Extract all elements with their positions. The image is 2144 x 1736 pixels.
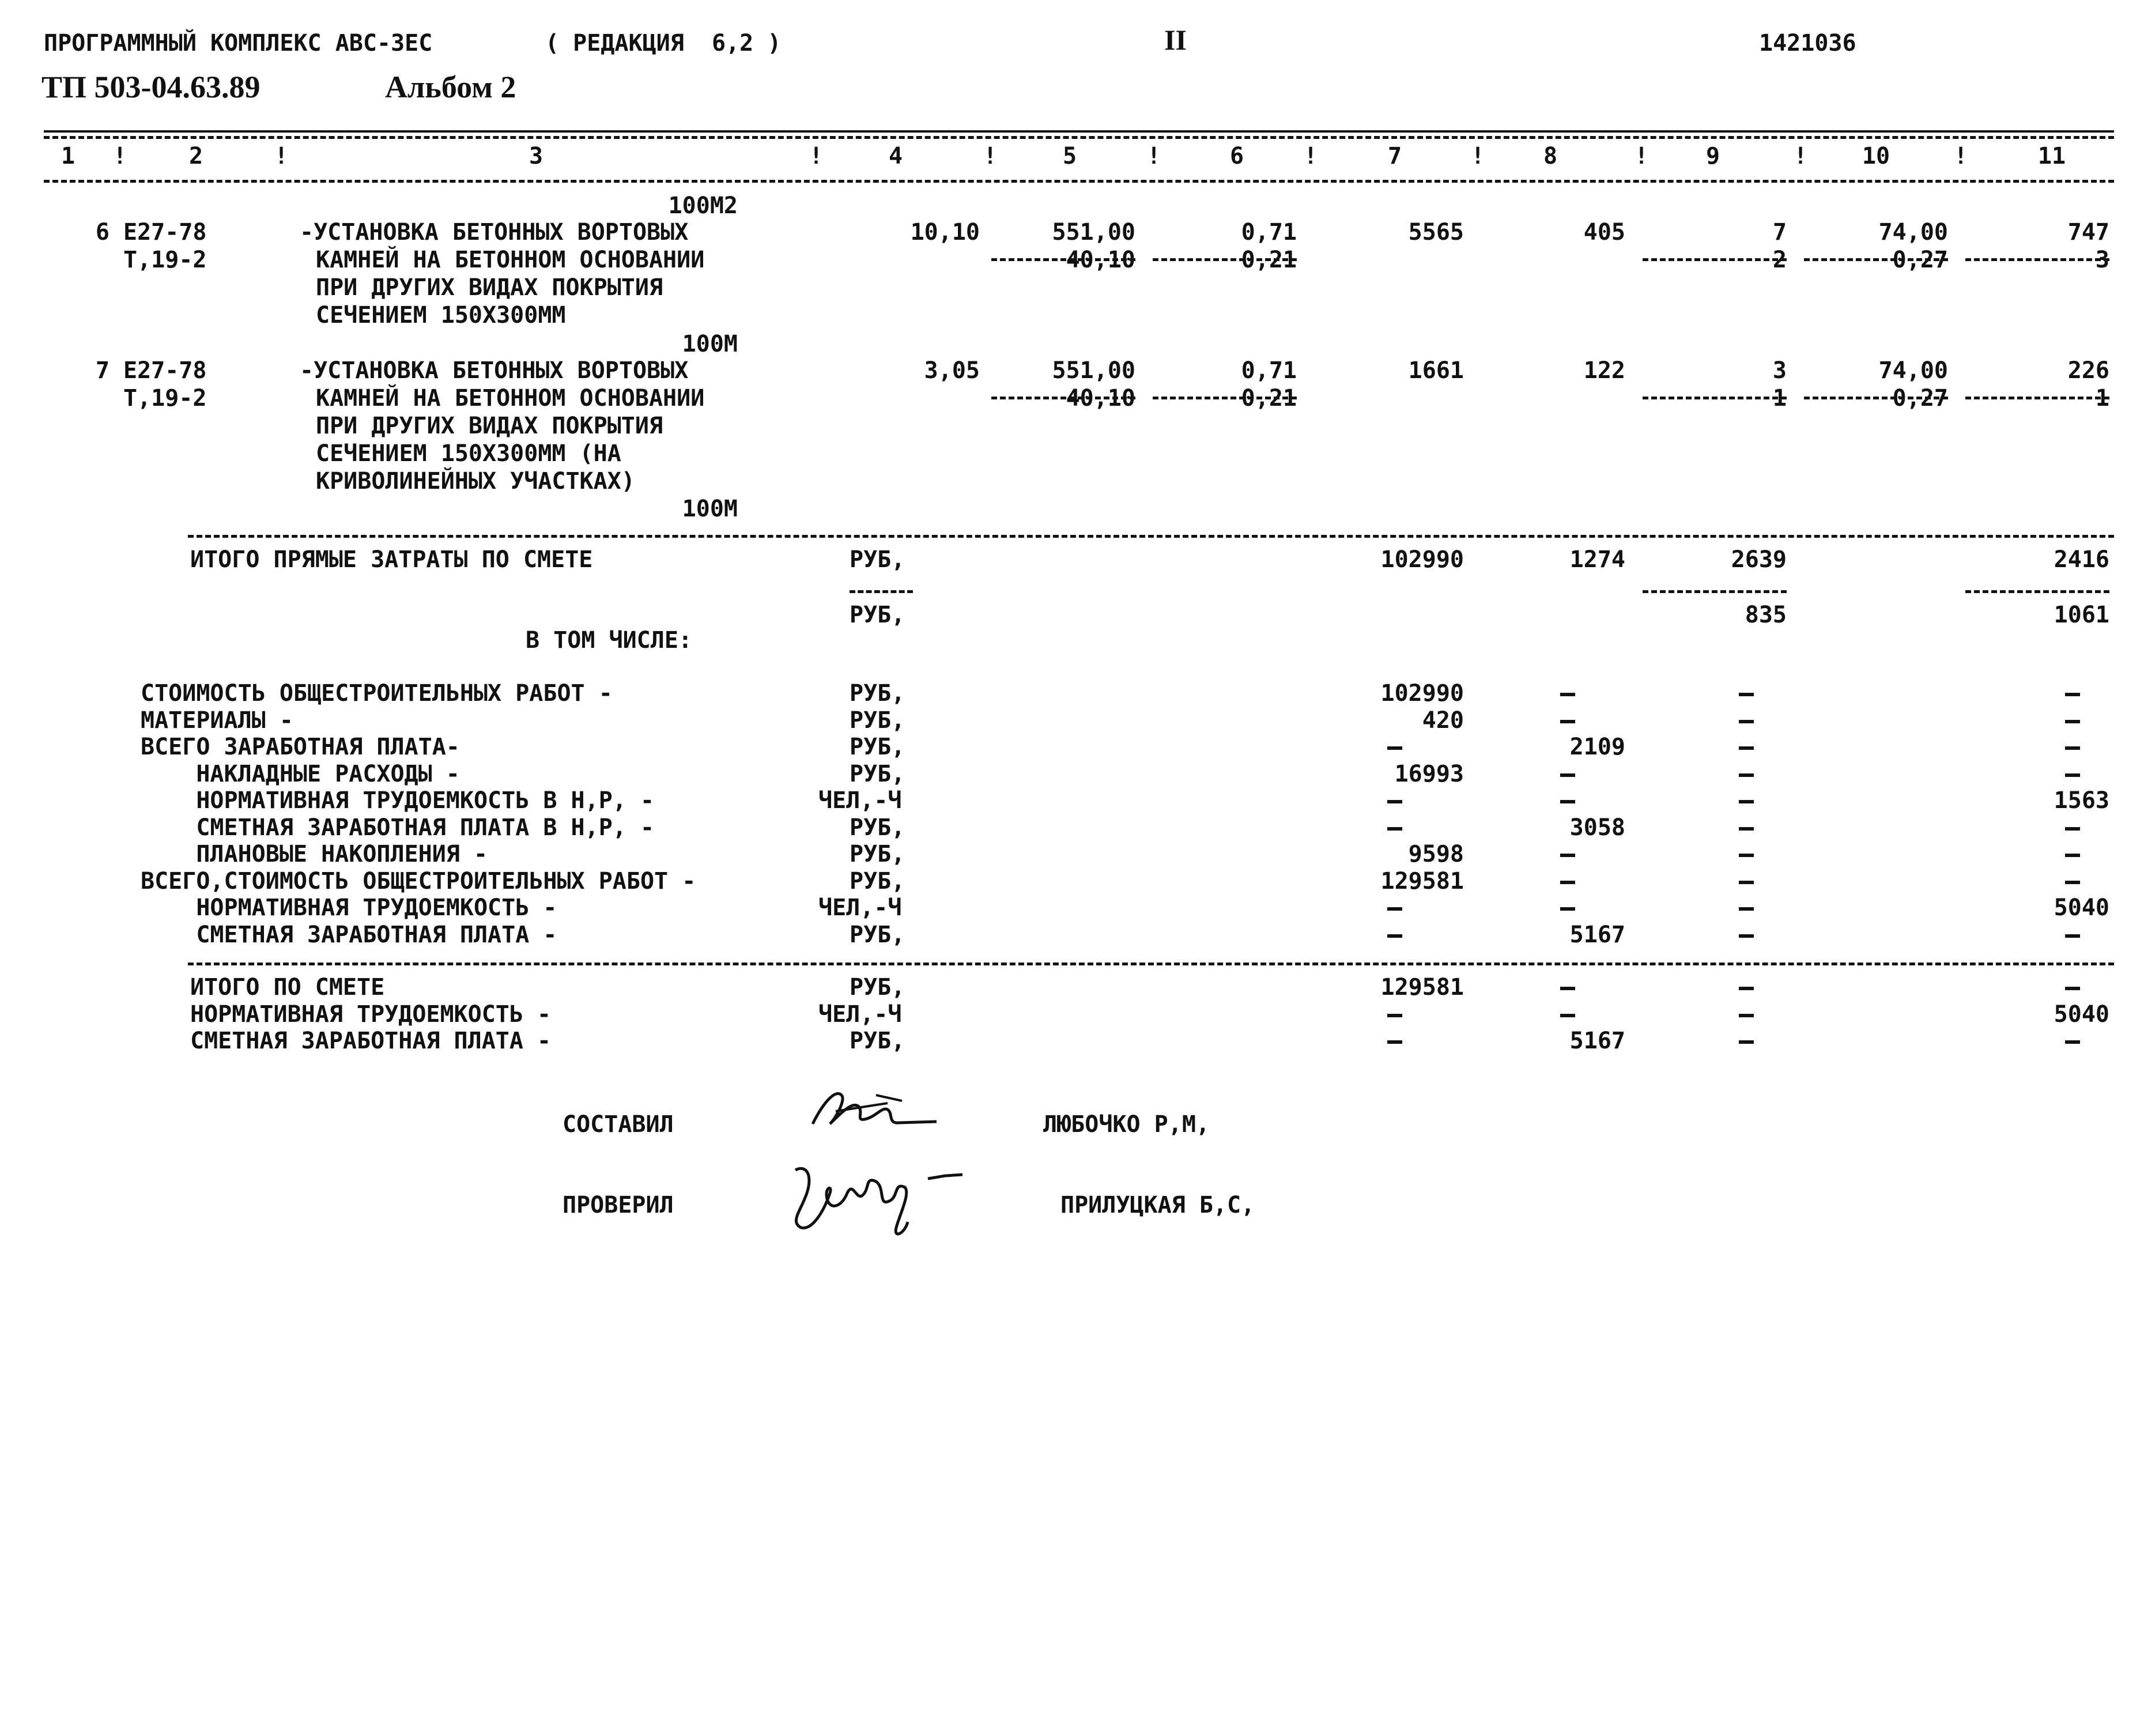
column-separator: ! xyxy=(1794,143,1808,169)
empty-value-dash xyxy=(1739,720,1754,723)
item-description-line: -УСТАНОВКА БЕТОННЫХ ВОРТОВЫХ xyxy=(300,219,689,246)
col10-value: 74,00 xyxy=(1878,219,1948,246)
col10-value: 74,00 xyxy=(1878,357,1948,384)
empty-value-dash xyxy=(1739,693,1754,696)
column-header-5: 5 xyxy=(1062,143,1077,169)
program-title: ПРОГРАММНЫЙ КОМПЛЕКС АВС-3ЕС xyxy=(44,30,433,56)
column-header-6: 6 xyxy=(1229,143,1244,169)
summary-c11-value: 5040 xyxy=(2054,895,2109,921)
compiler-name: ЛЮБОЧКО Р,М, xyxy=(1043,1111,1210,1138)
empty-value-dash xyxy=(1739,746,1754,750)
col6-sub: 0,21 xyxy=(1241,385,1297,412)
summary-unit: РУБ, xyxy=(850,867,905,895)
col10-sub: 0,27 xyxy=(1892,385,1948,412)
col11-value: 747 xyxy=(2067,219,2109,246)
checker-signature xyxy=(772,1153,968,1245)
summary-label: ИТОГО ПО СМЕТЕ xyxy=(190,974,385,1001)
summary-label: НОРМАТИВНАЯ ТРУДОЕМКОСТЬ В Н,Р, - xyxy=(141,787,655,814)
compiled-by-label: СОСТАВИЛ xyxy=(563,1111,674,1138)
document-number: 1421036 xyxy=(1759,30,1856,56)
empty-value-dash xyxy=(1739,827,1754,831)
col6-value: 0,71 xyxy=(1241,219,1297,246)
empty-value-dash xyxy=(2065,693,2080,696)
album-label: Альбом 2 xyxy=(385,70,516,104)
col7-value: 1661 xyxy=(1408,357,1464,384)
summary-unit: РУБ, xyxy=(850,841,905,867)
direct-costs-col9b: 835 xyxy=(1745,602,1787,628)
summary-label: СТОИМОСТЬ ОБЩЕСТРОИТЕЛЬНЫХ РАБОТ - xyxy=(141,680,613,707)
column-header-3: 3 xyxy=(529,143,543,169)
summary-unit: ЧЕЛ,-Ч xyxy=(818,895,902,921)
empty-value-dash xyxy=(1560,987,1575,990)
direct-costs-col9: 2639 xyxy=(1731,546,1787,573)
col11-sub: 1 xyxy=(2095,385,2109,412)
summary-label: ВСЕГО,СТОИМОСТЬ ОБЩЕСТРОИТЕЛЬНЫХ РАБОТ - xyxy=(141,867,696,895)
empty-value-dash xyxy=(1387,827,1402,831)
summary-label: СМЕТНАЯ ЗАРАБОТНАЯ ПЛАТА - xyxy=(141,921,557,948)
column-separator: ! xyxy=(1304,143,1318,169)
summary-label: ВСЕГО ЗАРАБОТНАЯ ПЛАТА- xyxy=(141,734,460,760)
summary-unit: ЧЕЛ,-Ч xyxy=(818,787,902,814)
summary-unit: РУБ, xyxy=(850,760,905,787)
summary-unit: РУБ, xyxy=(850,707,905,734)
item-description-line: КАМНЕЙ НА БЕТОННОМ ОСНОВАНИИ xyxy=(316,385,705,412)
empty-value-dash xyxy=(1387,1040,1402,1044)
column-header-1: 1 xyxy=(61,143,76,169)
summary-label: НАКЛАДНЫЕ РАСХОДЫ - xyxy=(141,760,460,787)
quantity: 3,05 xyxy=(924,357,980,384)
empty-value-dash xyxy=(1739,1014,1754,1017)
summary-label: МАТЕРИАЛЫ - xyxy=(141,707,293,734)
summary-unit: РУБ, xyxy=(850,921,905,948)
direct-costs-col8: 1274 xyxy=(1569,546,1625,573)
edition-label: ( РЕДАКЦИЯ 6,2 ) xyxy=(545,30,782,56)
empty-value-dash xyxy=(1739,881,1754,884)
empty-value-dash xyxy=(1739,987,1754,990)
empty-value-dash xyxy=(1560,800,1575,803)
empty-value-dash xyxy=(2065,987,2080,990)
item-description-line: СЕЧЕНИЕМ 150Х300ММ (НА xyxy=(316,440,621,467)
summary-label: ПЛАНОВЫЕ НАКОПЛЕНИЯ - xyxy=(141,841,488,867)
empty-value-dash xyxy=(1387,1014,1402,1017)
column-separator: ! xyxy=(1471,143,1485,169)
item-number: 6 xyxy=(95,219,110,246)
summary-c7-value: 129581 xyxy=(1380,867,1464,895)
col9-fraction-rule xyxy=(1643,590,1787,593)
checked-by-label: ПРОВЕРИЛ xyxy=(563,1192,674,1218)
column-separator: ! xyxy=(113,143,127,169)
col8-value: 122 xyxy=(1583,357,1625,384)
summary-unit: РУБ, xyxy=(850,680,905,707)
column-header-9: 9 xyxy=(1705,143,1720,169)
section-rule xyxy=(188,535,2114,538)
checker-name: ПРИЛУЦКАЯ Б,С, xyxy=(1060,1192,1255,1218)
including-label: В ТОМ ЧИСЛЕ: xyxy=(526,627,692,654)
summary-c7-value: 16993 xyxy=(1394,760,1464,787)
unit-price: 551,00 xyxy=(1052,357,1135,384)
empty-value-dash xyxy=(1387,907,1402,911)
totals-rule xyxy=(188,963,2114,965)
page-number: II xyxy=(1164,24,1187,56)
direct-costs-col11: 2416 xyxy=(2054,546,2109,573)
item-code: Е27-78 xyxy=(123,219,207,246)
column-separator: ! xyxy=(1954,143,1968,169)
summary-unit: РУБ, xyxy=(850,734,905,760)
col9-sub: 1 xyxy=(1772,385,1787,412)
col10-sub: 0,27 xyxy=(1892,247,1948,273)
summary-unit: РУБ, xyxy=(850,974,905,1001)
summary-label: СМЕТНАЯ ЗАРАБОТНАЯ ПЛАТА В Н,Р, - xyxy=(141,814,655,841)
empty-value-dash xyxy=(2065,854,2080,857)
empty-value-dash xyxy=(2065,934,2080,938)
tp-number: ТП 503-04.63.89 xyxy=(41,70,261,104)
column-header-10: 10 xyxy=(1862,143,1890,169)
direct-costs-unit: РУБ, xyxy=(850,546,905,573)
compiler-signature xyxy=(801,1078,945,1141)
empty-value-dash xyxy=(1560,720,1575,723)
empty-value-dash xyxy=(2065,720,2080,723)
item-code: Т,19-2 xyxy=(123,247,207,273)
summary-c7-value: 420 xyxy=(1422,707,1464,734)
summary-label: НОРМАТИВНАЯ ТРУДОЕМКОСТЬ - xyxy=(190,1001,552,1028)
col9-sub: 2 xyxy=(1772,247,1787,273)
empty-value-dash xyxy=(1560,773,1575,777)
empty-value-dash xyxy=(1739,800,1754,803)
item-code: Е27-78 xyxy=(123,357,207,384)
empty-value-dash xyxy=(1387,746,1402,750)
item-code: Т,19-2 xyxy=(123,385,207,412)
summary-c7-value: 102990 xyxy=(1380,680,1464,707)
direct-costs-col11b: 1061 xyxy=(2054,602,2109,628)
empty-value-dash xyxy=(1387,800,1402,803)
empty-value-dash xyxy=(1560,1014,1575,1017)
empty-value-dash xyxy=(1739,854,1754,857)
item-description-line: КРИВОЛИНЕЙНЫХ УЧАСТКАХ) xyxy=(316,468,635,495)
empty-value-dash xyxy=(1739,934,1754,938)
header-rule-top xyxy=(44,130,2114,133)
empty-value-dash xyxy=(1560,854,1575,857)
item-description-line: ПРИ ДРУГИХ ВИДАХ ПОКРЫТИЯ xyxy=(316,413,663,439)
column-header-8: 8 xyxy=(1543,143,1558,169)
empty-value-dash xyxy=(1739,907,1754,911)
column-separator: ! xyxy=(809,143,824,169)
empty-value-dash xyxy=(2065,773,2080,777)
col6-value: 0,71 xyxy=(1241,357,1297,384)
summary-unit: ЧЕЛ,-Ч xyxy=(818,1001,902,1028)
unit-fraction-rule xyxy=(850,590,913,593)
quantity: 10,10 xyxy=(910,219,980,246)
unit-label: 100М xyxy=(682,496,738,522)
summary-unit: РУБ, xyxy=(850,1028,905,1054)
column-header-2: 2 xyxy=(188,143,203,169)
direct-costs-col7: 102990 xyxy=(1380,546,1464,573)
summary-label: СМЕТНАЯ ЗАРАБОТНАЯ ПЛАТА - xyxy=(190,1028,552,1054)
header-rule-bottom xyxy=(44,180,2114,183)
col7-value: 5565 xyxy=(1408,219,1464,246)
column-header-4: 4 xyxy=(888,143,903,169)
empty-value-dash xyxy=(2065,746,2080,750)
column-separator: ! xyxy=(1635,143,1649,169)
empty-value-dash xyxy=(2065,827,2080,831)
unit-label: 100М xyxy=(682,331,738,357)
col8-value: 405 xyxy=(1583,219,1625,246)
col11-sub: 3 xyxy=(2095,247,2109,273)
empty-value-dash xyxy=(1739,773,1754,777)
summary-c11-value: 5040 xyxy=(2054,1001,2109,1028)
empty-value-dash xyxy=(1739,1040,1754,1044)
unit-label: 100М2 xyxy=(668,193,738,219)
item-description-line: СЕЧЕНИЕМ 150Х300ММ xyxy=(316,302,566,329)
header-rule-top-dashed xyxy=(44,136,2114,139)
summary-label: НОРМАТИВНАЯ ТРУДОЕМКОСТЬ - xyxy=(141,895,557,921)
summary-unit: РУБ, xyxy=(850,814,905,841)
column-separator: ! xyxy=(1147,143,1161,169)
empty-value-dash xyxy=(1387,934,1402,938)
summary-c8-value: 3058 xyxy=(1569,814,1625,841)
item-description-line: КАМНЕЙ НА БЕТОННОМ ОСНОВАНИИ xyxy=(316,247,705,273)
summary-c8-value: 5167 xyxy=(1569,1028,1625,1054)
summary-c8-value: 2109 xyxy=(1569,734,1625,760)
unit-price-sub: 40,10 xyxy=(1066,247,1135,273)
col9-value: 3 xyxy=(1772,357,1787,384)
empty-value-dash xyxy=(2065,881,2080,884)
unit-price: 551,00 xyxy=(1052,219,1135,246)
item-description-line: -УСТАНОВКА БЕТОННЫХ ВОРТОВЫХ xyxy=(300,357,689,384)
summary-c11-value: 1563 xyxy=(2054,787,2109,814)
col9-value: 7 xyxy=(1772,219,1787,246)
item-number: 7 xyxy=(95,357,110,384)
column-separator: ! xyxy=(274,143,289,169)
column-separator: ! xyxy=(983,143,998,169)
empty-value-dash xyxy=(1560,907,1575,911)
col6-sub: 0,21 xyxy=(1241,247,1297,273)
unit-price-sub: 40,10 xyxy=(1066,385,1135,412)
column-header-7: 7 xyxy=(1387,143,1402,169)
col11-fraction-rule xyxy=(1965,590,2109,593)
empty-value-dash xyxy=(1560,693,1575,696)
summary-c8-value: 5167 xyxy=(1569,921,1625,948)
summary-c7-value: 9598 xyxy=(1408,841,1464,867)
direct-costs-label: ИТОГО ПРЯМЫЕ ЗАТРАТЫ ПО СМЕТЕ xyxy=(190,546,593,573)
column-header-11: 11 xyxy=(2037,143,2066,169)
empty-value-dash xyxy=(1560,881,1575,884)
summary-c7-value: 129581 xyxy=(1380,974,1464,1001)
col11-value: 226 xyxy=(2067,357,2109,384)
empty-value-dash xyxy=(2065,1040,2080,1044)
item-description-line: ПРИ ДРУГИХ ВИДАХ ПОКРЫТИЯ xyxy=(316,274,663,301)
direct-costs-unit2: РУБ, xyxy=(850,602,905,628)
